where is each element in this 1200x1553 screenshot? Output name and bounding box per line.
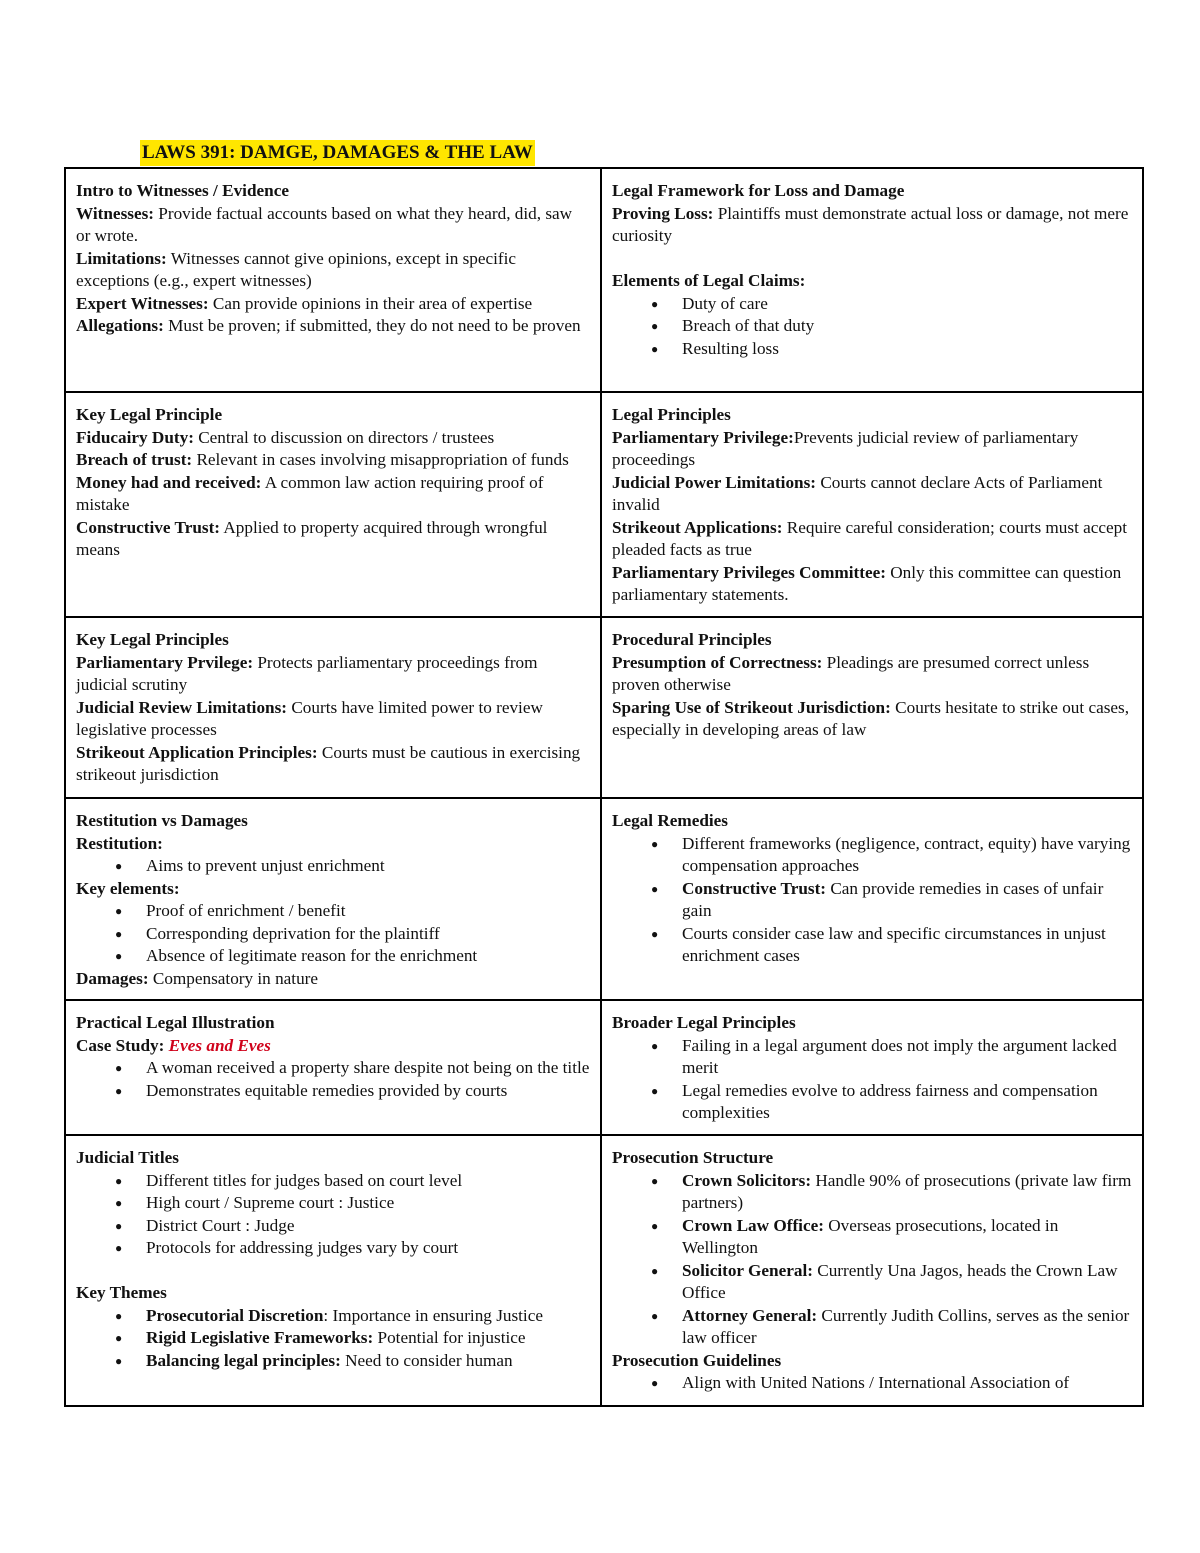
- bullet-list: [76, 900, 590, 968]
- bullet-icon: ●: [651, 319, 659, 333]
- case-study-name: Eves and Eves: [168, 1035, 271, 1055]
- note-line: Sparing Use of Strikeout Jurisdiction: Courts hesitate to strike out cases, especially in developing areas of law: [612, 697, 1130, 739]
- bullet-icon: ●: [651, 881, 659, 896]
- cell-subheading: Restitution:: [76, 833, 163, 853]
- bullet-list: [612, 293, 1132, 361]
- bullet-icon: ●: [651, 1173, 659, 1188]
- cell-heading: Procedural Principles: [612, 630, 772, 649]
- list-item: ● Duty of care: [612, 293, 1132, 316]
- note-line: Money had and received: A common law action requiring proof of mistake: [76, 472, 544, 514]
- table-row: [65, 617, 1143, 798]
- bullet-icon: ●: [115, 1353, 123, 1368]
- list-item: ● Crown Solicitors: Handle 90% of prosecutions (private law firm partners): [651, 1170, 1132, 1212]
- bullet-icon: ●: [651, 1218, 659, 1233]
- cell-heading: Practical Legal Illustration: [76, 1013, 275, 1032]
- cell-heading: Broader Legal Principles: [612, 1013, 796, 1032]
- bullet-icon: ●: [651, 1263, 659, 1278]
- list-item: ● Proof of enrichment / benefit: [76, 900, 590, 923]
- list-item: ● Legal remedies evolve to address fairness and compensation complexities: [651, 1080, 1098, 1122]
- cell-subheading: Key elements:: [76, 878, 180, 898]
- bullet-icon: ●: [115, 1241, 123, 1255]
- bullet-list: [76, 855, 590, 878]
- note-line: Presumption of Correctness: Pleadings are presumed correct unless proven otherwise: [612, 652, 1090, 694]
- list-item: ● Balancing legal principles: Need to consider human: [76, 1350, 590, 1373]
- notes-cell: [65, 798, 601, 1000]
- bullet-icon: ●: [115, 904, 123, 918]
- table-row: [65, 798, 1143, 1000]
- note-line: Damages: Compensatory in nature: [76, 968, 319, 988]
- bullet-icon: ●: [651, 836, 659, 851]
- note-line: Limitations: Witnesses cannot give opinions, except in specific exceptions (e.g., expert witnesses): [76, 248, 517, 290]
- bullet-list: [612, 1372, 1132, 1395]
- bullet-list: [612, 833, 1132, 968]
- bullet-icon: ●: [115, 1173, 123, 1188]
- notes-cell: [65, 168, 601, 392]
- list-item: ● Attorney General: Currently Judith Collins, serves as the senior law officer: [651, 1305, 1130, 1347]
- bullet-icon: ●: [651, 1376, 659, 1390]
- cell-heading: Legal Remedies: [612, 811, 728, 830]
- table-row: [65, 392, 1143, 617]
- bullet-icon: ●: [115, 1331, 123, 1345]
- list-item: ● Solicitor General: Currently Una Jagos, heads the Crown Law Office: [651, 1260, 1118, 1302]
- note-line: Parliamentary Privilege:Prevents judicial review of parliamentary proceedings: [612, 427, 1079, 469]
- note-line: Judicial Review Limitations: Courts have limited power to review legislative processes: [76, 697, 543, 739]
- bullet-icon: ●: [115, 1083, 123, 1098]
- list-item: ● Align with United Nations / International Association of: [612, 1372, 1132, 1395]
- cell-heading: Prosecution Structure: [612, 1148, 774, 1167]
- table-row: [65, 1135, 1143, 1406]
- notes-cell: [601, 168, 1143, 392]
- bullet-icon: ●: [651, 1083, 659, 1098]
- bullet-icon: ●: [651, 1038, 659, 1053]
- cell-heading: Legal Framework for Loss and Damage: [612, 181, 905, 200]
- list-item: ● District Court : Judge: [76, 1215, 590, 1238]
- list-item: ● High court / Supreme court : Justice: [76, 1192, 590, 1215]
- bullet-icon: ●: [651, 1308, 659, 1323]
- notes-cell: [65, 1135, 601, 1406]
- list-item: ● Absence of legitimate reason for the enrichment: [76, 945, 590, 968]
- note-line: Strikeout Applications: Require careful consideration; courts must accept pleaded facts as true: [612, 517, 1128, 559]
- cell-subheading: Prosecution Guidelines: [612, 1350, 782, 1370]
- note-line: Allegations: Must be proven; if submitted, they do not need to be proven: [76, 316, 581, 335]
- cell-heading: Intro to Witnesses / Evidence: [76, 181, 289, 200]
- list-item: ● Rigid Legislative Frameworks: Potential for injustice: [76, 1327, 590, 1350]
- list-item: ● Corresponding deprivation for the plaintiff: [76, 923, 590, 946]
- table-row: [65, 1000, 1143, 1135]
- bullet-icon: ●: [651, 926, 659, 941]
- bullet-list: [612, 1170, 1132, 1350]
- notes-cell: [601, 798, 1143, 1000]
- document-title: LAWS 391: DAMGE, DAMAGES & THE LAW: [140, 140, 535, 166]
- bullet-icon: ●: [115, 949, 123, 963]
- cell-heading: Key Legal Principle: [76, 405, 223, 424]
- list-item: ● Different frameworks (negligence, contract, equity) have varying compensation approaches: [651, 833, 1131, 875]
- note-line: Parliamentary Privileges Committee: Only this committee can question parliamentary statements.: [612, 562, 1122, 604]
- bullet-icon: ●: [651, 296, 659, 311]
- table-row: [65, 168, 1143, 392]
- notes-cell: [65, 617, 601, 798]
- list-item: ● A woman received a property share despite not being on the title: [76, 1057, 590, 1080]
- note-line: Case Study: Eves and Eves: [76, 1035, 271, 1055]
- bullet-list: [612, 1035, 1132, 1125]
- note-line: Breach of trust: Relevant in cases involving misappropriation of funds: [76, 450, 569, 469]
- notes-cell: [601, 617, 1143, 798]
- bullet-icon: ●: [115, 1061, 123, 1075]
- note-line: Proving Loss: Plaintiffs must demonstrate actual loss or damage, not mere curiosity: [612, 203, 1129, 245]
- cell-heading: Key Legal Principles: [76, 630, 229, 649]
- bullet-icon: ●: [115, 1218, 123, 1233]
- notes-cell: [65, 1000, 601, 1135]
- bullet-icon: ●: [115, 926, 123, 941]
- cell-subheading: Elements of Legal Claims:: [612, 271, 806, 290]
- notes-cell: [65, 392, 601, 617]
- bullet-icon: ●: [115, 1196, 123, 1210]
- cell-heading: Legal Principles: [612, 405, 731, 424]
- bullet-list: [76, 1305, 590, 1373]
- notes-table: [64, 167, 1144, 1407]
- note-line: Strikeout Application Principles: Courts must be cautious in exercising strikeout jurisdiction: [76, 742, 581, 784]
- list-item: ● Different titles for judges based on court level: [76, 1170, 590, 1193]
- list-item: ● Demonstrates equitable remedies provided by courts: [76, 1080, 590, 1103]
- note-line: Parliamentary Prvilege: Protects parliamentary proceedings from judicial scrutiny: [76, 652, 538, 694]
- list-item: ● Breach of that duty: [612, 315, 1132, 338]
- list-item: ● Prosecutorial Discretion: Importance in ensuring Justice: [76, 1305, 590, 1328]
- bullet-list: [76, 1170, 590, 1260]
- cell-heading: Judicial Titles: [76, 1148, 179, 1167]
- notes-cell: [601, 392, 1143, 617]
- list-item: ● Courts consider case law and specific circumstances in unjust enrichment cases: [651, 923, 1106, 965]
- bullet-list: [76, 1057, 590, 1102]
- note-line: Expert Witnesses: Can provide opinions in their area of expertise: [76, 293, 533, 313]
- notes-cell: [601, 1135, 1143, 1406]
- bullet-icon: ●: [115, 859, 123, 873]
- list-item: ● Crown Law Office: Overseas prosecutions, located in Wellington: [651, 1215, 1059, 1257]
- list-item: ● Failing in a legal argument does not imply the argument lacked merit: [651, 1035, 1117, 1077]
- bullet-icon: ●: [115, 1308, 123, 1323]
- list-item: ● Constructive Trust: Can provide remedies in cases of unfair gain: [651, 878, 1104, 920]
- notes-cell: [601, 1000, 1143, 1135]
- note-line: Witnesses: Provide factual accounts based on what they heard, did, saw or wrote.: [76, 203, 573, 245]
- list-item: ● Aims to prevent unjust enrichment: [76, 855, 590, 878]
- cell-heading: Restitution vs Damages: [76, 811, 248, 830]
- note-line: Judicial Power Limitations: Courts cannot declare Acts of Parliament invalid: [612, 472, 1103, 514]
- list-item: ● Protocols for addressing judges vary by court: [76, 1237, 590, 1260]
- note-line: Constructive Trust: Applied to property acquired through wrongful means: [76, 517, 548, 559]
- bullet-icon: ●: [651, 341, 659, 356]
- note-line: Fiducairy Duty: Central to discussion on directors / trustees: [76, 427, 495, 447]
- cell-subheading: Key Themes: [76, 1283, 167, 1302]
- list-item: ● Resulting loss: [612, 338, 1132, 361]
